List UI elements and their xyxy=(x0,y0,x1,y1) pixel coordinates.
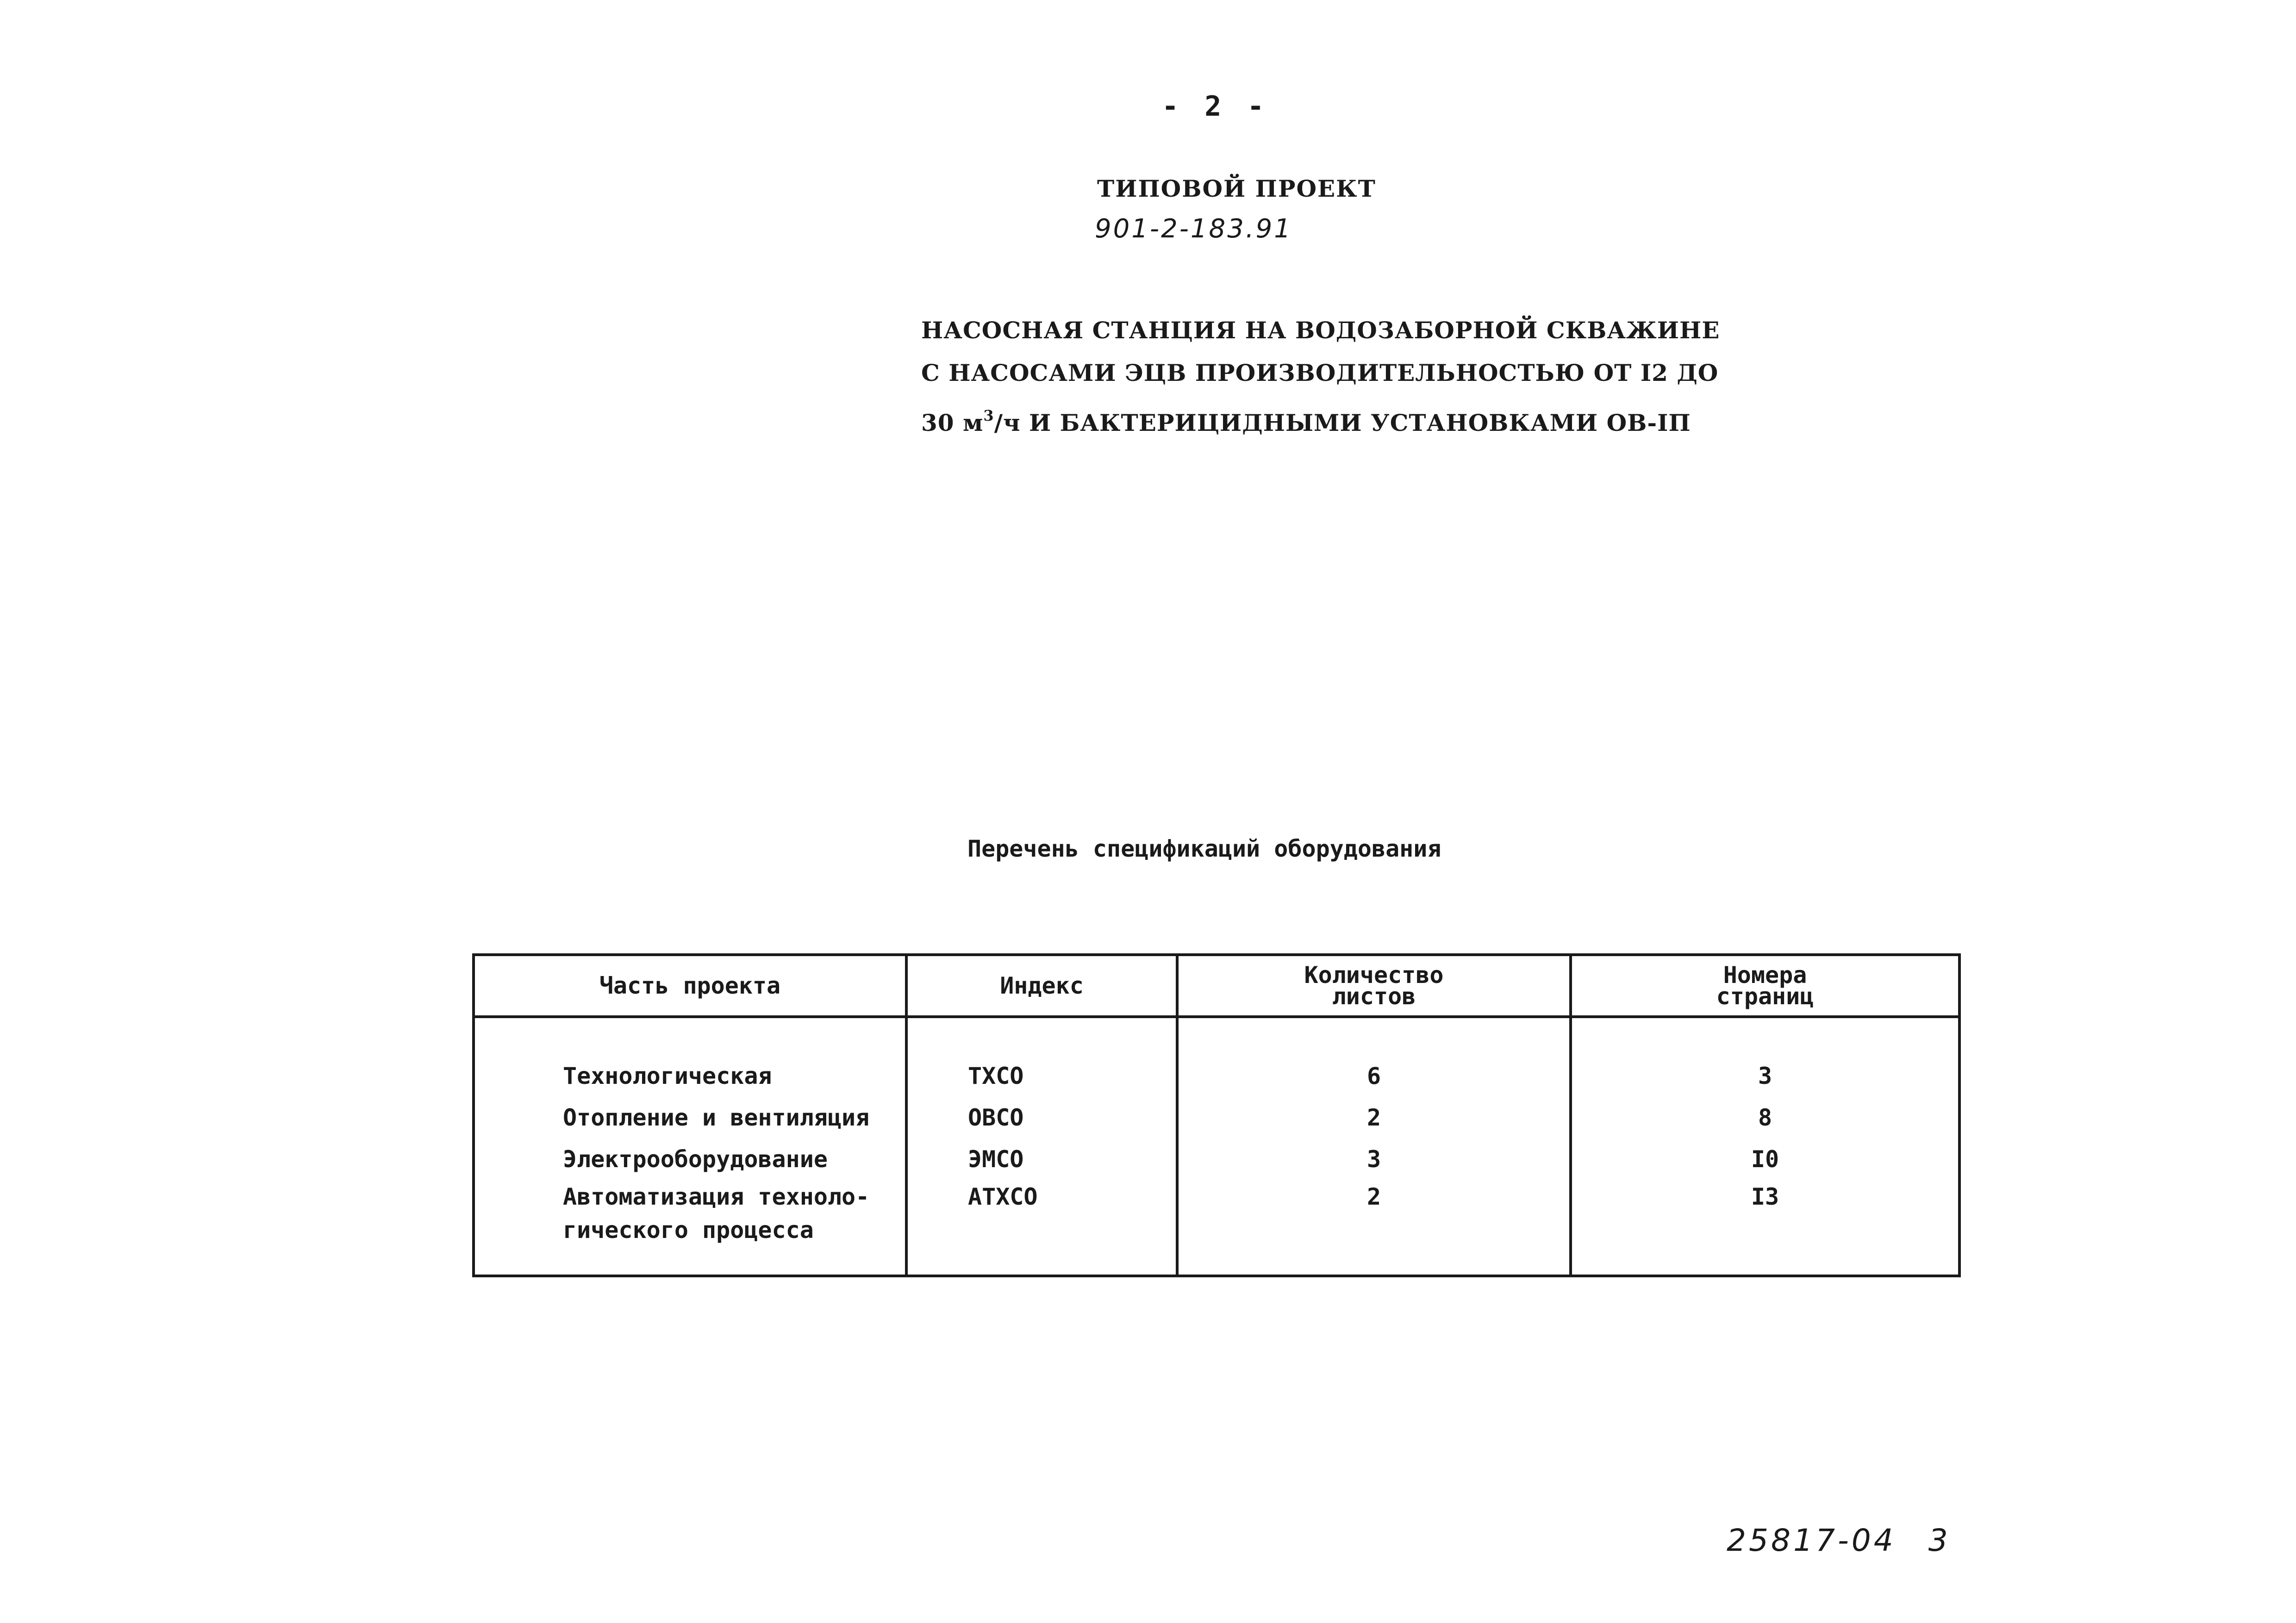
project-description xyxy=(921,309,1720,444)
pages-cell: I0 xyxy=(1751,1146,1779,1173)
description-line-1: НАСОСНАЯ СТАНЦИЯ НА ВОДОЗАБОРНОЙ СКВАЖИНЕ xyxy=(921,317,1720,344)
list-heading: Перечень спецификаций оборудования xyxy=(967,835,1441,862)
part-cell: Отопление и вентиляция xyxy=(563,1104,870,1131)
table-header-row xyxy=(474,955,1959,1017)
part-cell: Технологическая xyxy=(563,1063,772,1089)
table-row xyxy=(474,1017,1959,1276)
header-sheets-line-2: листов xyxy=(1332,983,1416,1010)
pages-column xyxy=(1571,1017,1959,1276)
description-line-3-start: 30 м xyxy=(921,409,984,436)
header-sheets xyxy=(1177,955,1571,1017)
part-cell: Электрооборудование xyxy=(563,1146,828,1173)
description-line-3-end: /ч И БАКТЕРИЦИДНЫМИ УСТАНОВКАМИ ОВ-IП xyxy=(994,409,1691,436)
index-cell: ЭМСО xyxy=(968,1146,1024,1173)
page-number: - 2 - xyxy=(1162,90,1269,123)
pages-cell: I3 xyxy=(1751,1183,1779,1210)
description-line-3 xyxy=(921,394,1720,444)
part-cell-line-2: гического процесса xyxy=(563,1217,814,1244)
index-cell: ОВСО xyxy=(968,1104,1024,1131)
sheets-cell: 3 xyxy=(1366,1146,1381,1173)
header-sheets-line-1: Количество xyxy=(1304,962,1444,989)
project-type-title: ТИПОВОЙ ПРОЕКТ xyxy=(1097,175,1376,202)
cubic-superscript: 3 xyxy=(983,407,994,424)
index-column xyxy=(906,1017,1177,1276)
stamp-page: 3 xyxy=(1928,1523,1951,1558)
header-pages xyxy=(1571,955,1959,1017)
document-stamp xyxy=(1727,1523,1951,1558)
header-part: Часть проекта xyxy=(474,955,906,1017)
sheets-cell: 2 xyxy=(1366,1104,1381,1131)
part-cell-line-1: Автоматизация техноло- xyxy=(563,1183,870,1210)
sheets-cell: 6 xyxy=(1366,1063,1381,1089)
sheets-cell: 2 xyxy=(1366,1183,1381,1210)
part-column xyxy=(474,1017,906,1276)
stamp-code: 25817-04 xyxy=(1727,1523,1896,1558)
header-pages-line-2: страниц xyxy=(1716,983,1814,1010)
header-index: Индекс xyxy=(906,955,1177,1017)
index-cell: ТХСО xyxy=(968,1063,1024,1089)
header-pages-line-1: Номера xyxy=(1723,962,1807,989)
pages-cell: 3 xyxy=(1758,1063,1772,1089)
index-cell: АТХСО xyxy=(968,1183,1038,1210)
sheets-column xyxy=(1177,1017,1571,1276)
project-number: 901-2-183.91 xyxy=(1095,214,1292,244)
pages-cell: 8 xyxy=(1758,1104,1772,1131)
specification-table xyxy=(472,953,1961,1277)
description-line-2: С НАСОСАМИ ЭЦВ ПРОИЗВОДИТЕЛЬНОСТЬЮ ОТ I2 ДО xyxy=(921,359,1719,386)
